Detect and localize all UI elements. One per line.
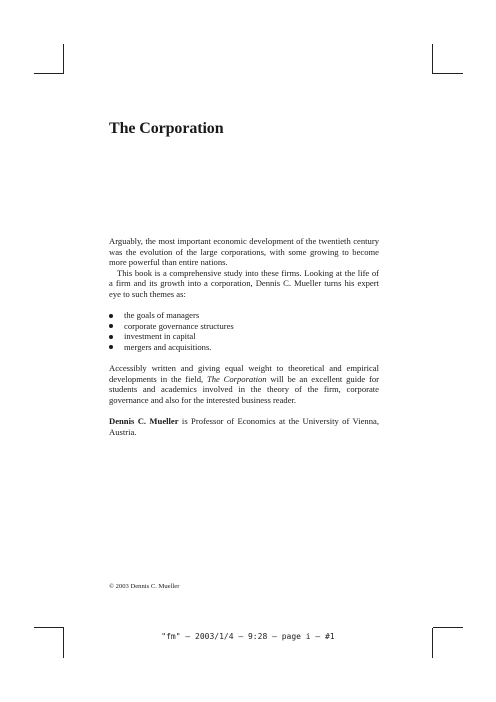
blurb [109, 236, 379, 437]
page-title: The Corporation [109, 120, 224, 137]
bullet-icon [109, 324, 113, 328]
crop-mark-bottom-right [433, 627, 463, 628]
bullet-icon [109, 335, 113, 339]
intro-paragraph: Arguably, the most important economic development of the twentieth century was the evolution of the large corporations, with some growing to become more powerful than entire nations. [109, 236, 379, 268]
book-title: The Corporation [206, 373, 267, 384]
audience-paragraph: Accessibly written and giving equal weight to theoretical and empirical developments in the field, The Corporation will be an excellent guide for students and academics involved in the theory of the firm, corporate governance and also for the interested business reader. [109, 363, 379, 405]
crop-mark-top-right [433, 73, 463, 74]
study-paragraph: This book is a comprehensive study into these firms. Looking at the life of a firm and its growth into a corporation, Dennis C. Mueller turns his expert eye to such themes as: [109, 267, 379, 299]
list-item: the goals of managers [109, 310, 379, 321]
crop-mark-top-left [34, 73, 64, 74]
crop-mark-top-left [63, 44, 64, 74]
crop-mark-top-right [432, 44, 433, 74]
list-item: corporate governance structures [109, 321, 379, 332]
author-name: Dennis C. Mueller [109, 416, 179, 427]
author-bio: Dennis C. Mueller is Professor of Economics at the University of Vienna, Austria. [109, 416, 379, 437]
bullet-icon [109, 345, 113, 349]
page-footer: "fm" — 2003/1/4 — 9:28 — page i — #1 [161, 632, 335, 641]
list-item: investment in capital [109, 331, 379, 342]
crop-mark-bottom-left [34, 627, 64, 628]
list-item: mergers and acquisitions. [109, 342, 379, 353]
themes-list [109, 310, 379, 352]
copyright-notice: © 2003 Dennis C. Mueller [109, 583, 180, 590]
bullet-icon [109, 314, 113, 318]
